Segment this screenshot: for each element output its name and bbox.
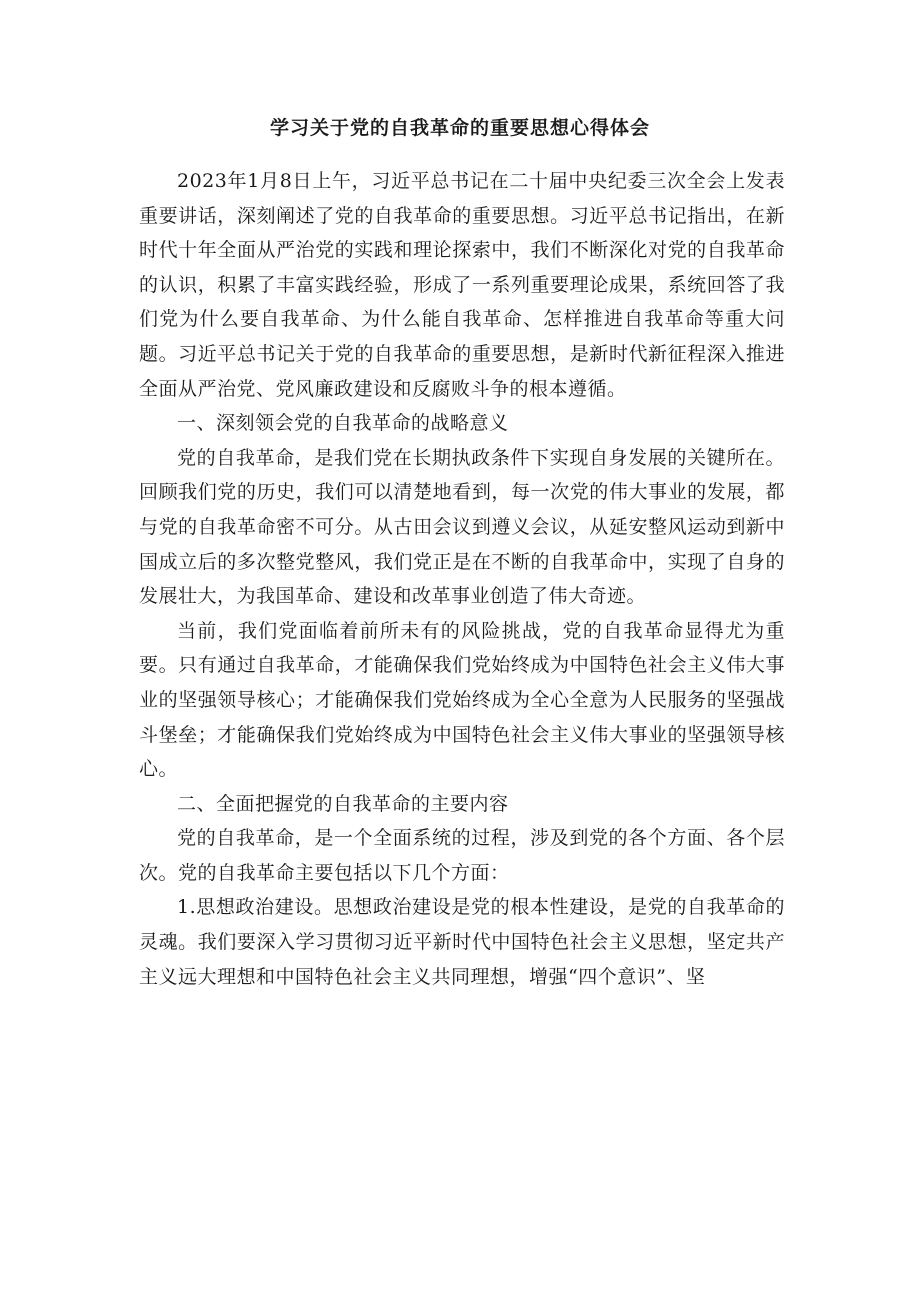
paragraph-significance-1: 党的自我革命，是我们党在长期执政条件下实现自身发展的关键所在。回顾我们党的历史，我们可以清楚地看到，每一次党的伟大事业的发展，都与党的自我革命密不可分。从古田会议到遵义会议，从延安整风运动到新中国成立后的多次整党整风，我们党正是在不断的自我革命中，实现了自身的发展壮大，为我国革命、建设和改革事业创造了伟大奇迹。: [139, 446, 785, 608]
paragraph-content-intro: 党的自我革命，是一个全面系统的过程，涉及到党的各个方面、各个层次。党的自我革命主要包括以下几个方面：: [139, 827, 785, 884]
paragraph-intro: 2023年1月8日上午，习近平总书记在二十届中央纪委三次全会上发表重要讲话，深刻阐述了党的自我革命的重要思想。习近平总书记指出，在新时代十年全面从严治党的实践和理论探索中，我们不断深化对党的自我革命的认识，积累了丰富实践经验，形成了一系列重要理论成果，系统回答了我们党为什么要自我革命、为什么能自我革命、怎样推进自我革命等重大问题。习近平总书记关于党的自我革命的重要思想，是新时代新征程深入推进全面从严治党、党风廉政建设和反腐败斗争的根本遵循。: [139, 170, 785, 400]
paragraph-item-1: 1.思想政治建设。思想政治建设是党的根本性建设，是党的自我革命的灵魂。我们要深入学习贯彻习近平新时代中国特色社会主义思想，坚定共产主义远大理想和中国特色社会主义共同理想，增强“四个意识”、坚: [139, 896, 785, 988]
paragraph-significance-2: 当前，我们党面临着前所未有的风险挑战，党的自我革命显得尤为重要。只有通过自我革命，才能确保我们党始终成为中国特色社会主义伟大事业的坚强领导核心；才能确保我们党始终成为全心全意为人民服务的坚强战斗堡垒；才能确保我们党始终成为中国特色社会主义伟大事业的坚强领导核心。: [139, 619, 785, 781]
section-heading-1: 一、深刻领会党的自我革命的战略意义: [177, 412, 509, 435]
document-title: 学习关于党的自我革命的重要思想心得体会: [269, 117, 650, 139]
section-heading-2: 二、全面把握党的自我革命的主要内容: [177, 792, 509, 815]
document-body: [139, 164, 785, 994]
